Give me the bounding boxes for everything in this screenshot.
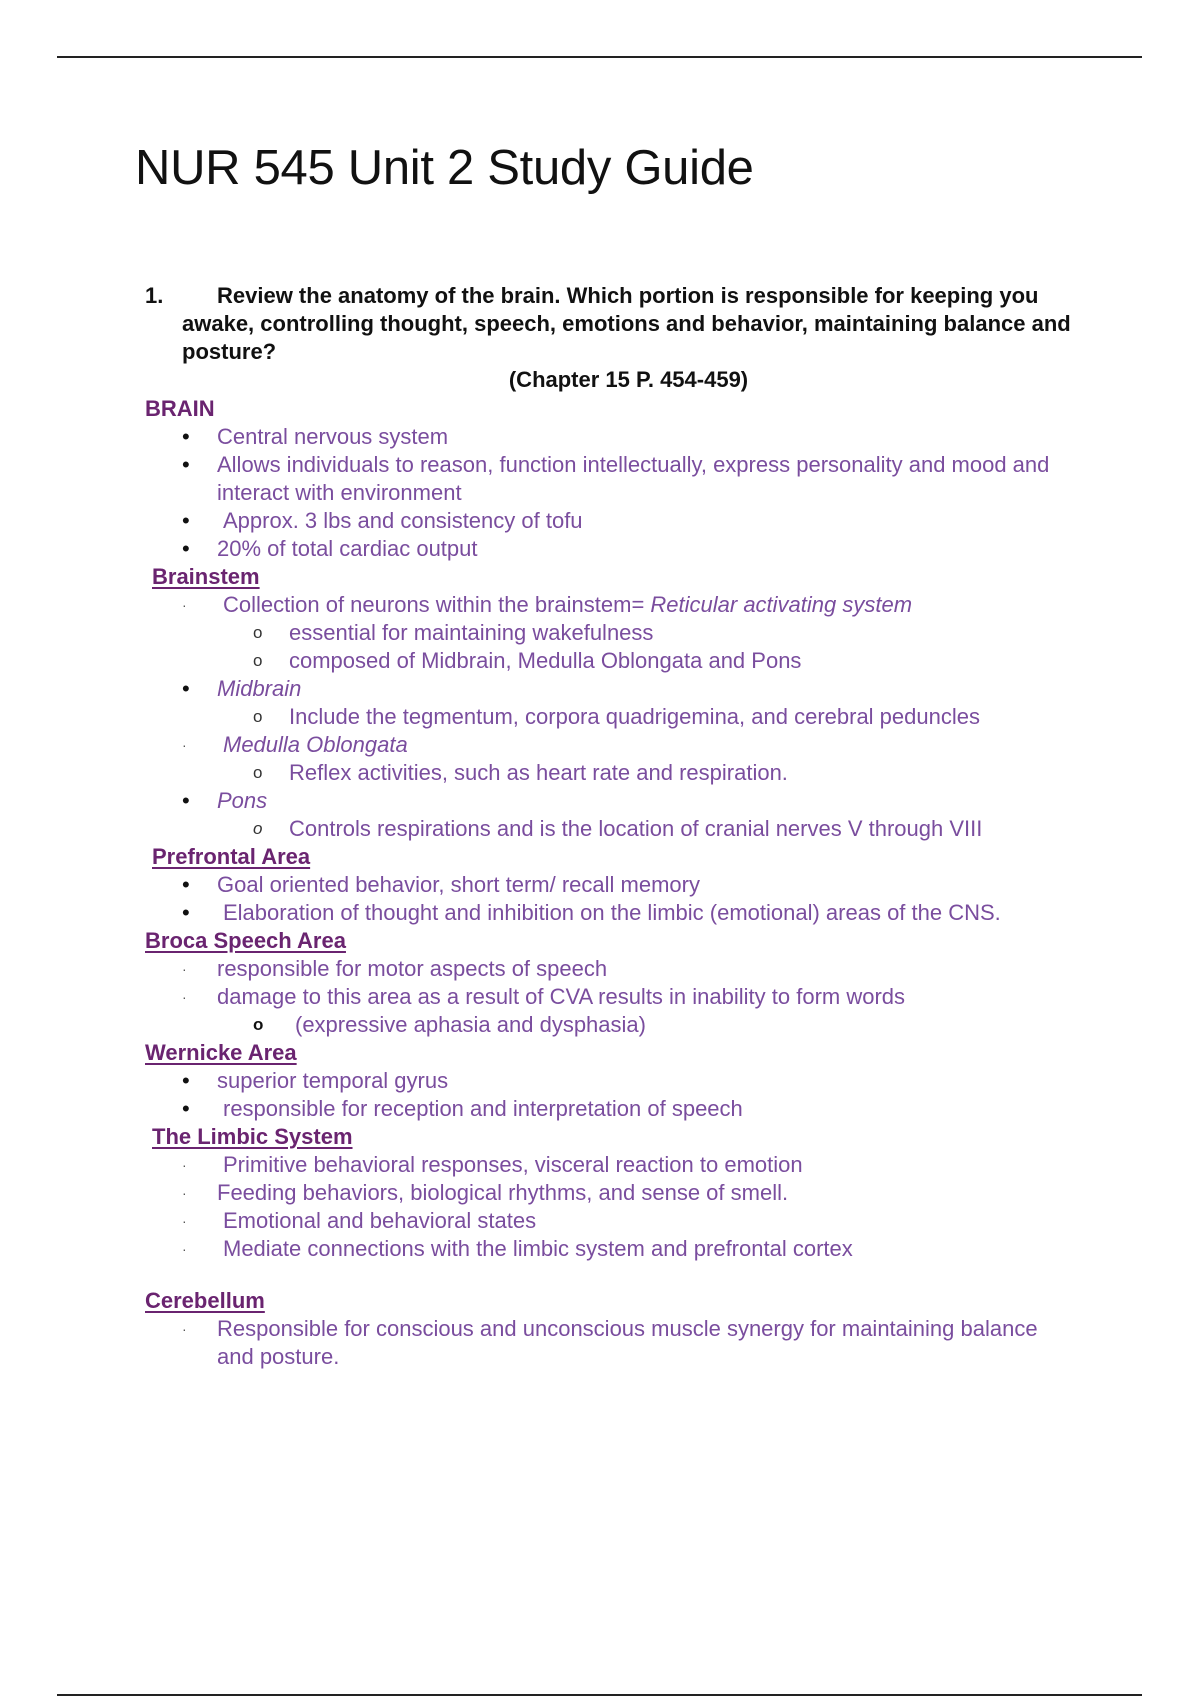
list-item: o Controls respirations and is the location of cranial nerves V through VIII [253,816,983,841]
bullet-small-dot-icon: · [182,737,187,753]
bullet-dot-icon: • [182,452,190,477]
bullet-dot-icon: • [182,424,190,449]
list-item: · Medulla Oblongata [182,732,408,757]
top-rule [57,56,1142,58]
bullet-circle-icon: o [253,1015,264,1034]
list-item: · Responsible for conscious and unconscious muscle synergy for maintaining balance and posture. [182,1316,1038,1369]
ras-term: Reticular activating system [650,592,913,617]
broca-section [0,927,1200,955]
list-item: • responsible for reception and interpretation of speech [182,1096,743,1121]
bottom-rule [57,1694,1142,1696]
bullet-small-dot-icon: · [182,1213,187,1229]
list-item: o composed of Midbrain, Medulla Oblongata and Pons [253,648,802,673]
list-item: · Mediate connections with the limbic system and prefrontal cortex [182,1236,853,1261]
bullet-small-dot-icon: · [182,989,187,1005]
list-item: · damage to this area as a result of CVA results in inability to form words [182,984,906,1009]
list-item: • superior temporal gyrus [182,1068,449,1093]
brain-heading: BRAIN [145,396,215,421]
list-item: • 20% of total cardiac output [182,536,478,561]
wernicke-section [0,1039,1200,1067]
bullet-dot-icon: • [182,872,190,897]
bullet-circle-icon: o [253,763,263,782]
limbic-heading: The Limbic System [152,1124,353,1149]
bullet-small-dot-icon: · [182,1321,187,1337]
list-item: • Elaboration of thought and inhibition on the limbic (emotional) areas of the CNS. [182,900,1001,925]
cerebellum-heading: Cerebellum [145,1288,265,1313]
bullet-small-dot-icon: · [182,961,187,977]
bullet-dot-icon: • [182,536,190,561]
list-item: o (expressive aphasia and dysphasia) [253,1012,646,1037]
question-number: 1. [145,283,164,308]
list-item: • Central nervous system [182,424,449,449]
list-item: · Feeding behaviors, biological rhythms, and sense of smell. [182,1180,789,1205]
list-item: · responsible for motor aspects of speech [182,956,608,981]
brain-section [0,395,1200,423]
list-item: · Collection of neurons within the brainstem= Reticular activating system [182,592,913,617]
bullet-small-dot-icon: · [182,1241,187,1257]
list-item: • Goal oriented behavior, short term/ recall memory [182,872,700,897]
document-title: NUR 545 Unit 2 Study Guide [135,141,754,195]
list-item: o Reflex activities, such as heart rate and respiration. [253,760,788,785]
bullet-small-dot-icon: · [182,1157,187,1173]
study-notes [0,395,1200,1371]
bullet-dot-icon: • [182,788,190,813]
list-item: • Allows individuals to reason, function intellectually, express personality and mood and interact with environment [182,452,1050,505]
question-reference: (Chapter 15 P. 454-459) [508,367,749,392]
bullet-small-dot-icon: · [182,1185,187,1201]
bullet-dot-icon: • [182,1068,190,1093]
question-text: Review the anatomy of the brain. Which portion is responsible for keeping you awake, controlling thought, speech, emotions and behavior, maintaining balance and posture? [182,283,1071,364]
question-1 [145,282,1075,394]
bullet-circle-icon: o [253,623,263,642]
brainstem-section [0,563,1200,591]
bullet-dot-icon: • [182,1096,190,1121]
brainstem-heading: Brainstem [152,564,260,589]
prefrontal-section [0,843,1200,871]
bullet-circle-icon: o [253,819,263,838]
cerebellum-section [0,1287,1200,1315]
bullet-small-dot-icon: · [182,597,187,613]
bullet-circle-icon: o [253,707,263,726]
wernicke-heading: Wernicke Area [145,1040,297,1065]
list-item: • Approx. 3 lbs and consistency of tofu [182,508,583,533]
bullet-dot-icon: • [182,676,190,701]
bullet-dot-icon: • [182,508,190,533]
list-item: · Emotional and behavioral states [182,1208,537,1233]
list-item: o essential for maintaining wakefulness [253,620,654,645]
limbic-section [0,1123,1200,1151]
prefrontal-heading: Prefrontal Area [152,844,311,869]
broca-heading: Broca Speech Area [145,928,346,953]
list-item: · Primitive behavioral responses, visceral reaction to emotion [182,1152,803,1177]
bullet-dot-icon: • [182,900,190,925]
list-item: • Pons [182,788,268,813]
list-item: • Midbrain [182,676,302,701]
list-item: o Include the tegmentum, corpora quadrigemina, and cerebral peduncles [253,704,980,729]
bullet-circle-icon: o [253,651,263,670]
